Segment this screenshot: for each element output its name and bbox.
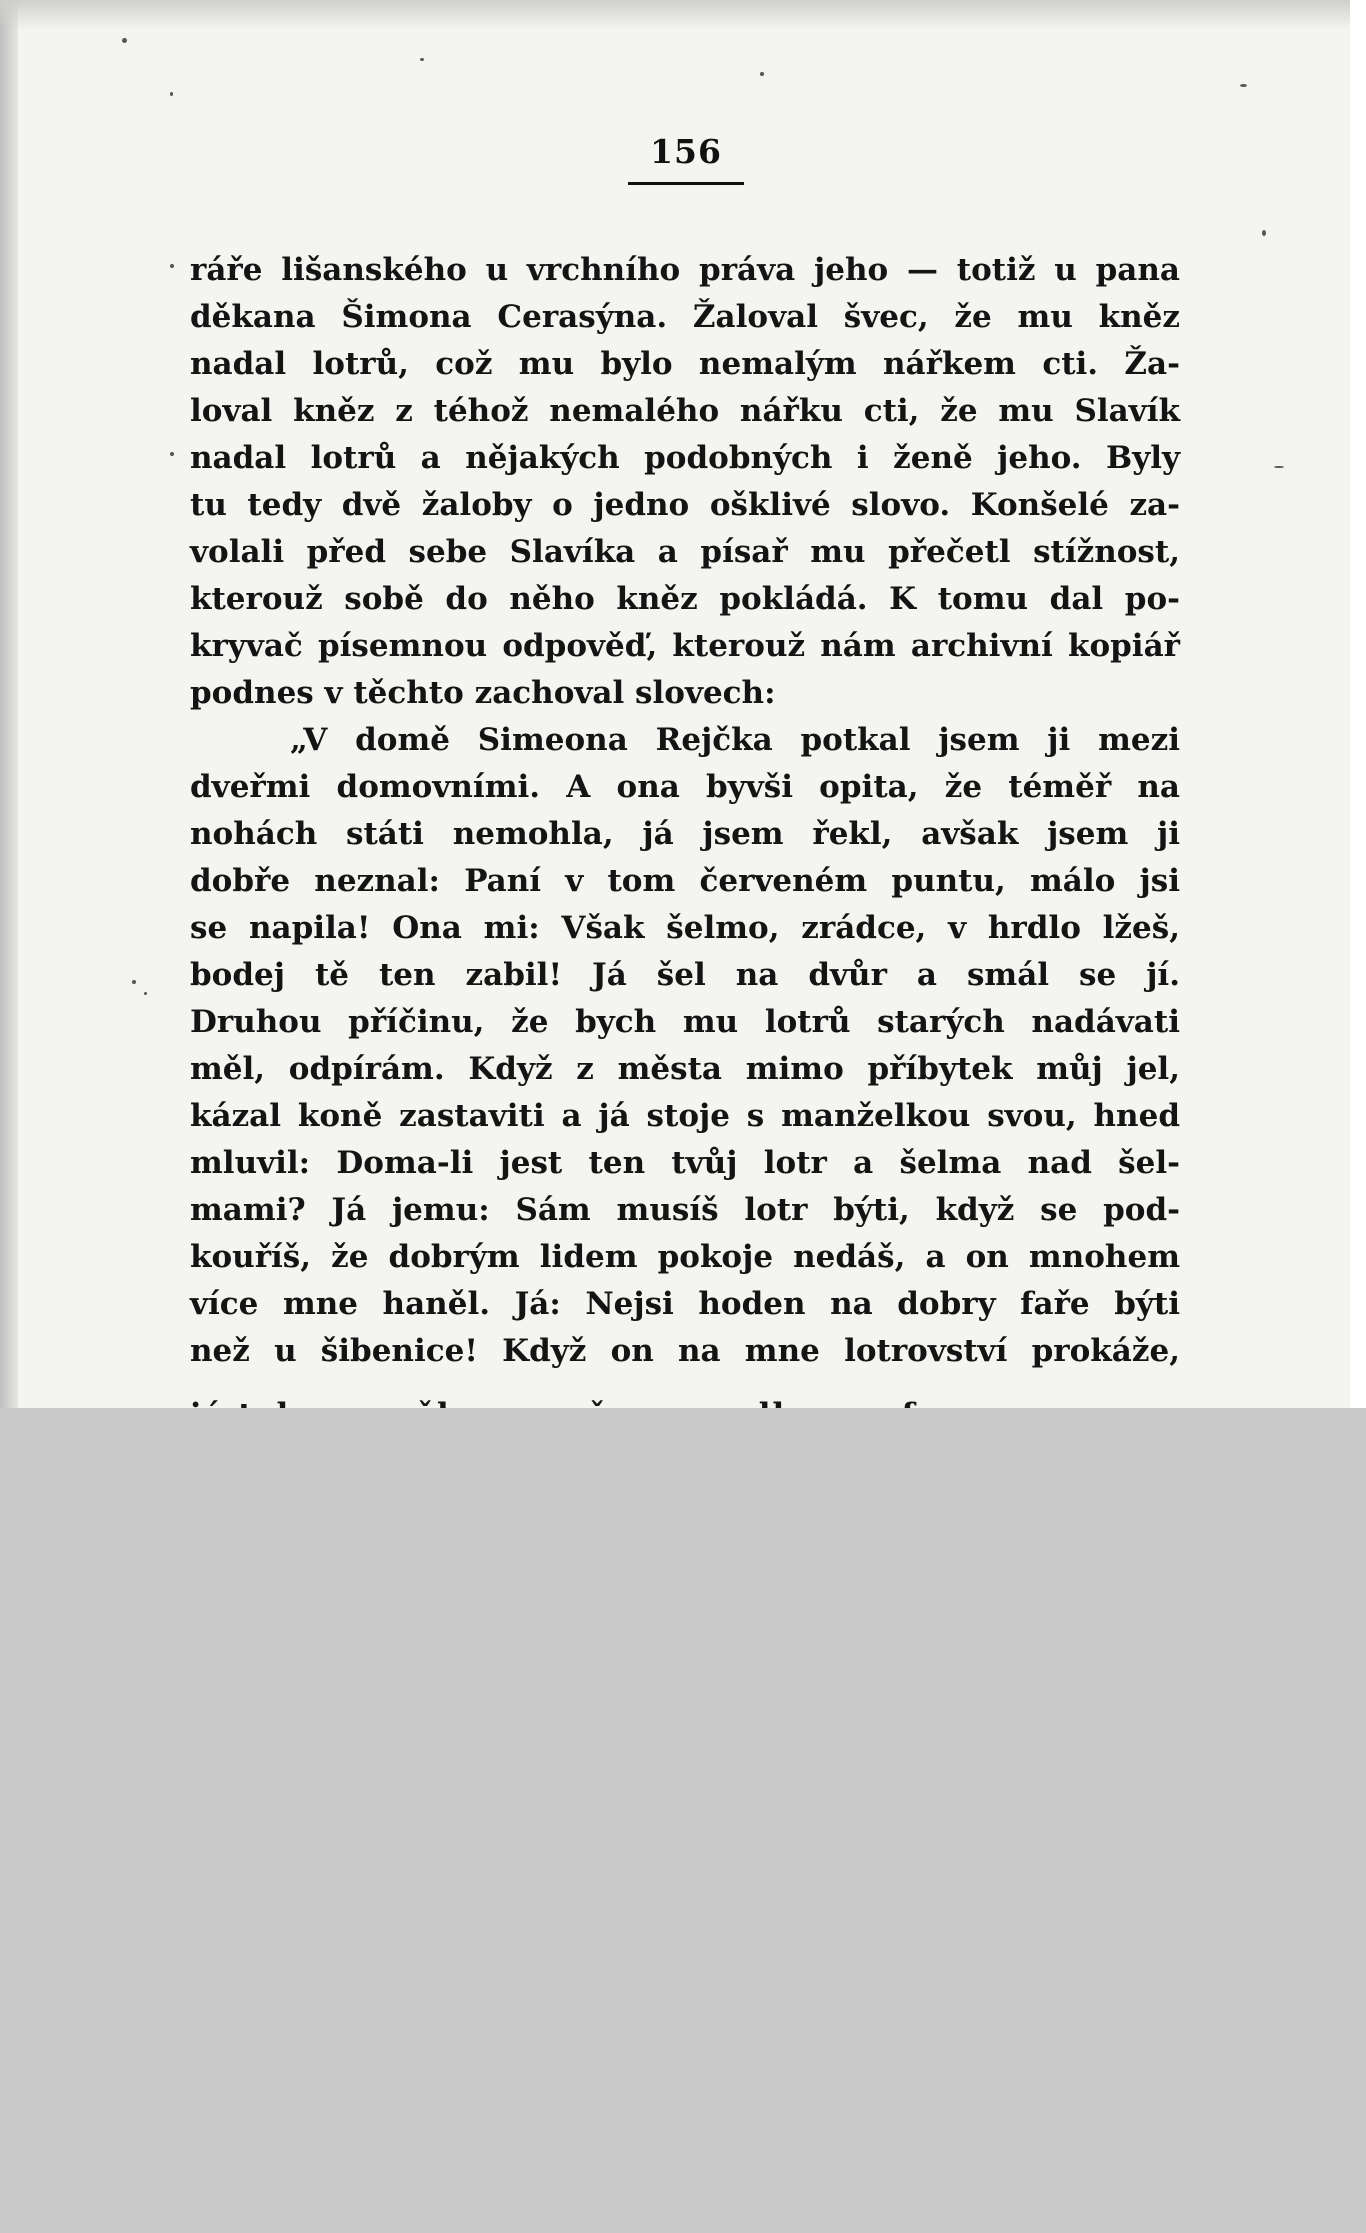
text-line: volali před sebe Slavíka a písař mu přečetl stížnost, bbox=[190, 534, 1180, 570]
text-line: nadal lotrů, což mu bylo nemalým nářkem cti. Ža- bbox=[190, 346, 1180, 382]
scan-speck bbox=[170, 452, 174, 456]
text-line: mluvil: Doma-li jest ten tvůj lotr a šelma nad šel- bbox=[190, 1145, 1180, 1181]
text-line: ráře lišanského u vrchního práva jeho — totiž u pana bbox=[190, 252, 1180, 288]
text-line: než u šibenice! Když on na mne lotrovství prokáže, bbox=[190, 1333, 1180, 1369]
text-line: kouříš, že dobrým lidem pokoje nedáš, a on mnohem bbox=[190, 1239, 1180, 1275]
scan-speck bbox=[122, 38, 127, 43]
text-line: loval kněz z téhož nemalého nářku cti, že mu Slavík bbox=[190, 393, 1180, 429]
text-line: více mne haněl. Já: Nejsi hoden na dobry faře býti bbox=[190, 1286, 1180, 1322]
scan-speck bbox=[1262, 230, 1266, 236]
text-line: tu tedy dvě žaloby o jedno ošklivé slovo. Konšelé za- bbox=[190, 487, 1180, 523]
scan-speck bbox=[170, 264, 174, 268]
scan-speck bbox=[420, 58, 424, 61]
text-line: kryvač písemnou odpověď, kterouž nám archivní kopiář bbox=[190, 628, 1180, 664]
cut-off-text-line bbox=[190, 1392, 1180, 1408]
text-line: „V domě Simeona Rejčka potkal jsem ji mezi bbox=[290, 722, 1180, 758]
scan-speck bbox=[132, 980, 136, 984]
scan-speck bbox=[1274, 466, 1284, 468]
text-line: děkana Šimona Cerasýna. Žaloval švec, že mu kněz bbox=[190, 299, 1180, 335]
page-number-underline bbox=[628, 182, 744, 185]
text-line: bodej tě ten zabil! Já šel na dvůr a smál se jí. bbox=[190, 957, 1180, 993]
scan-shadow-left bbox=[0, 0, 18, 1408]
text-line: Druhou příčinu, že bych mu lotrů starých nadávati bbox=[190, 1004, 1180, 1040]
text-line: dveřmi domovními. A ona byvši opita, že téměř na bbox=[190, 769, 1180, 805]
text-line: mami? Já jemu: Sám musíš lotr býti, když se pod- bbox=[190, 1192, 1180, 1228]
empty-viewer-area bbox=[0, 1408, 1366, 2233]
scan-speck bbox=[170, 92, 173, 96]
text-line: nohách státi nemohla, já jsem řekl, avšak jsem ji bbox=[190, 816, 1180, 852]
text-line: se napila! Ona mi: Však šelmo, zrádce, v hrdlo lžeš, bbox=[190, 910, 1180, 946]
text-line: měl, odpírám. Když z města mimo příbytek můj jel, bbox=[190, 1051, 1180, 1087]
text-line: podnes v těchto zachoval slovech: bbox=[190, 675, 776, 711]
text-line: kázal koně zastaviti a já stoje s manželkou svou, hned bbox=[190, 1098, 1180, 1134]
scan-speck bbox=[760, 72, 764, 76]
text-line: dobře neznal: Paní v tom červeném puntu, málo jsi bbox=[190, 863, 1180, 899]
scan-shadow-top bbox=[0, 0, 1366, 30]
text-line: kterouž sobě do něho kněz pokládá. K tomu dal po- bbox=[190, 581, 1180, 617]
scan-speck bbox=[1240, 84, 1247, 87]
scan-margin-right bbox=[1350, 0, 1366, 1408]
page-number: 156 bbox=[650, 132, 722, 171]
body-text bbox=[190, 247, 1180, 1375]
scan-speck bbox=[144, 992, 147, 995]
text-line: nadal lotrů a nějakých podobných i ženě jeho. Byly bbox=[190, 440, 1180, 476]
